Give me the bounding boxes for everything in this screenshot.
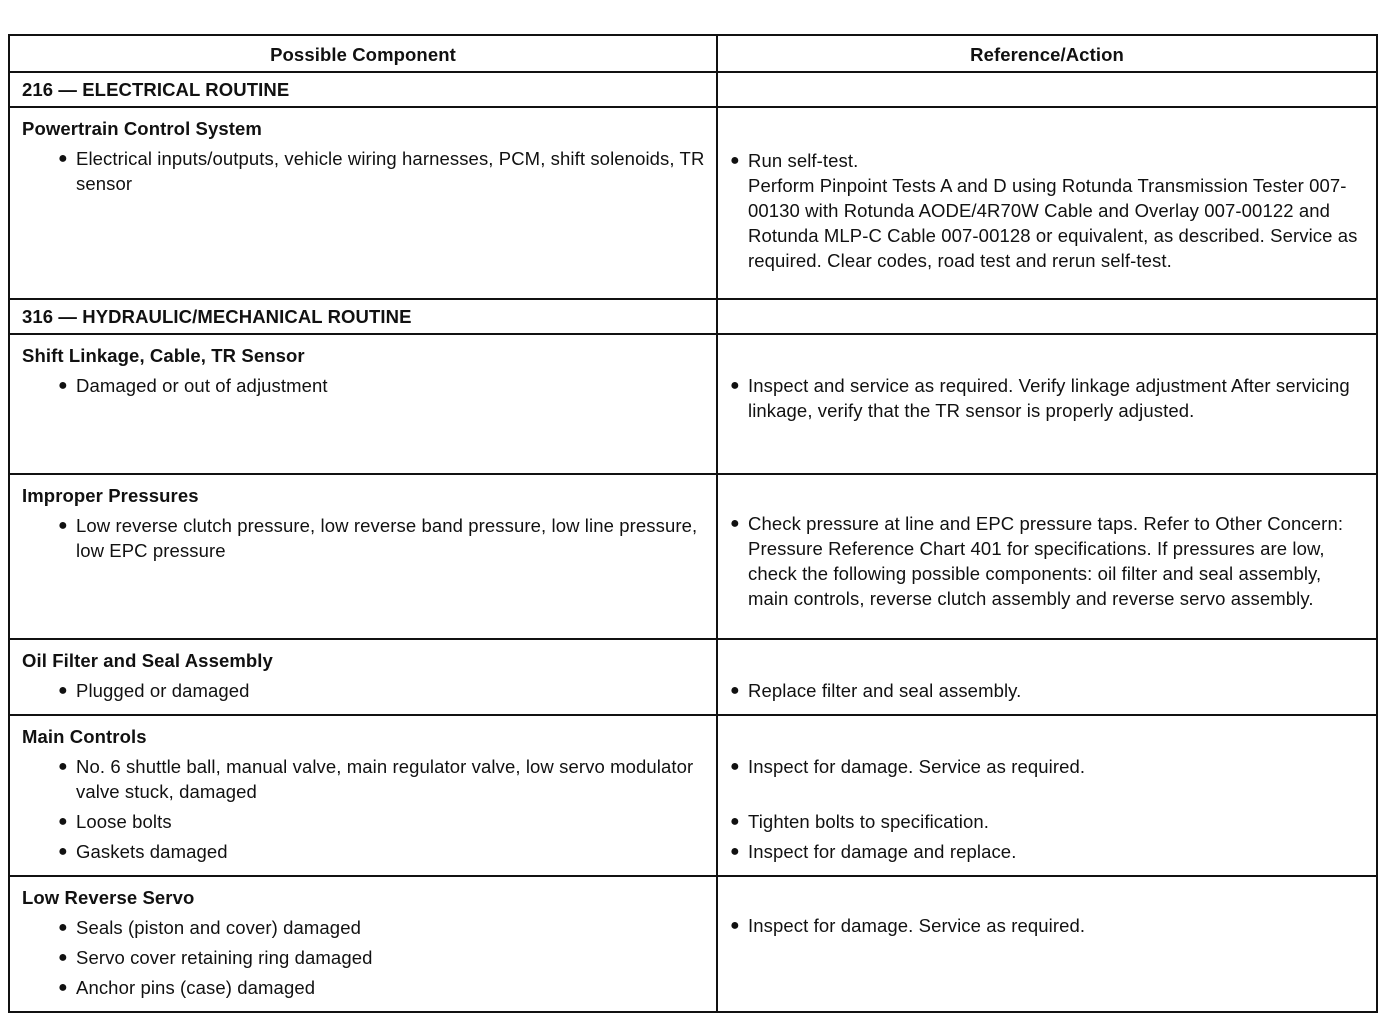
table-row xyxy=(9,474,1377,639)
section-title: 316 — HYDRAULIC/MECHANICAL ROUTINE xyxy=(9,299,717,334)
table-row xyxy=(9,107,1377,299)
bullet-icon: ● xyxy=(58,919,68,936)
bullet-icon: ● xyxy=(58,758,68,775)
table-header-row xyxy=(9,35,1377,72)
component-title: Low Reverse Servo xyxy=(22,887,195,908)
bullet-icon: ● xyxy=(58,682,68,699)
header-reference-action: Reference/Action xyxy=(717,35,1377,72)
action-item: ● Run self-test. Perform Pinpoint Tests A and D using Rotunda Transmission Tester 007-00130 with Rotunda AODE/4R70W Cable and Overlay 007-00122 and Rotunda MLP-C Cable 007-00128 or equivalent, as described. Service as required. Clear codes, road test and rerun self-test. xyxy=(730,150,1358,271)
bullet-icon: ● xyxy=(58,517,68,534)
table-row xyxy=(9,639,1377,715)
action-item: ● Check pressure at line and EPC pressure taps. Refer to Other Concern: Pressure Reference Chart 401 for specifications. If pressures are low, check the following possible components: oil filter and seal assembly, main controls, reverse clutch assembly and reverse servo assembly. xyxy=(730,513,1344,609)
bullet-icon: ● xyxy=(58,813,68,830)
bullet-icon: ● xyxy=(58,377,68,394)
section-title: 216 — ELECTRICAL ROUTINE xyxy=(9,72,717,107)
bullet-icon: ● xyxy=(730,682,740,699)
component-item: ● Damaged or out of adjustment xyxy=(58,375,328,396)
diagnosis-table xyxy=(8,34,1378,1013)
component-title: Oil Filter and Seal Assembly xyxy=(22,650,273,671)
bullet-icon: ● xyxy=(730,843,740,860)
bullet-icon: ● xyxy=(730,515,740,532)
bullet-icon: ● xyxy=(730,758,740,775)
component-item: ● Gaskets damaged xyxy=(58,841,228,862)
component-item: ● Anchor pins (case) damaged xyxy=(58,977,316,998)
component-title: Powertrain Control System xyxy=(22,118,262,139)
component-title: Shift Linkage, Cable, TR Sensor xyxy=(22,345,305,366)
component-title: Improper Pressures xyxy=(22,485,199,506)
table-row xyxy=(9,876,1377,1012)
bullet-icon: ● xyxy=(730,377,740,394)
action-item: ● Inspect for damage. Service as required. xyxy=(730,915,1086,936)
action-item: ● Tighten bolts to specification. xyxy=(730,811,989,832)
component-item: ● Servo cover retaining ring damaged xyxy=(58,947,373,968)
section-row xyxy=(9,72,1377,107)
bullet-icon: ● xyxy=(730,813,740,830)
bullet-icon: ● xyxy=(58,949,68,966)
bullet-icon: ● xyxy=(58,843,68,860)
bullet-icon: ● xyxy=(58,979,68,996)
table-row xyxy=(9,334,1377,474)
header-possible-component: Possible Component xyxy=(9,35,717,72)
component-item: ● Loose bolts xyxy=(58,811,172,832)
bullet-icon: ● xyxy=(730,152,740,169)
action-item: ● Inspect for damage. Service as required. xyxy=(730,756,1086,777)
component-item: ● No. 6 shuttle ball, manual valve, main regulator valve, low servo modulator valve stuck, damaged xyxy=(58,756,694,802)
bullet-icon: ● xyxy=(730,917,740,934)
section-blank xyxy=(717,72,1377,107)
action-item: ● Inspect and service as required. Verify linkage adjustment After servicing linkage, verify that the TR sensor is properly adjusted. xyxy=(730,375,1350,421)
bullet-icon: ● xyxy=(58,150,68,167)
component-item: ● Low reverse clutch pressure, low reverse band pressure, low line pressure, low EPC pressure xyxy=(58,515,698,561)
component-title: Main Controls xyxy=(22,726,147,747)
component-item: ● Seals (piston and cover) damaged xyxy=(58,917,361,938)
component-item: ● Plugged or damaged xyxy=(58,680,250,701)
action-item: ● Inspect for damage and replace. xyxy=(730,841,1017,862)
action-item: ● Replace filter and seal assembly. xyxy=(730,680,1022,701)
section-row xyxy=(9,299,1377,334)
section-blank xyxy=(717,299,1377,334)
table-row xyxy=(9,715,1377,876)
component-item: ● Electrical inputs/outputs, vehicle wiring harnesses, PCM, shift solenoids, TR sensor xyxy=(58,148,705,194)
